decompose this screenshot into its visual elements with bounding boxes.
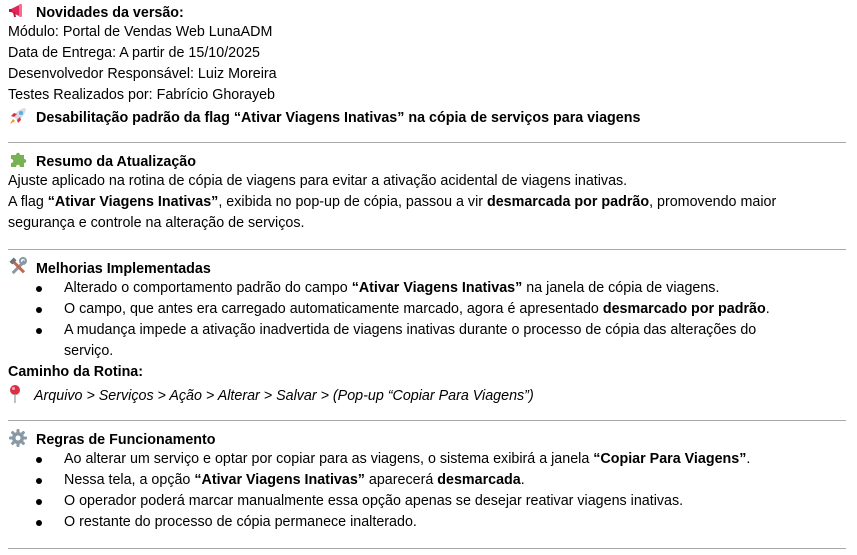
list-item-text (64, 299, 770, 320)
route-path-row (8, 384, 534, 405)
bullet (36, 307, 42, 313)
route-heading: Caminho da Rotina: (8, 364, 144, 380)
emphasis-text: desmarcado por padrão (602, 301, 766, 317)
section-divider (8, 249, 846, 250)
bullet (36, 478, 42, 484)
gear-icon (8, 428, 28, 448)
text-run: Alterado o comportamento padrão do campo (64, 280, 352, 296)
bullet (36, 520, 42, 526)
emphasis-text: desmarcada por padrão (486, 194, 650, 210)
text-run: Nessa tela, a opção (64, 472, 195, 488)
text-run: Ao alterar um serviço e optar por copiar para as viagens, o sistema exibirá a janela (64, 451, 594, 467)
flag-name: “Ativar Viagens Inativas” (194, 472, 365, 488)
summary-paragraph-line (8, 192, 776, 213)
list-item-text (64, 470, 525, 491)
bullet (36, 286, 42, 292)
list-item-text (64, 449, 750, 470)
summary-paragraph-line: segurança e controle na alteração de serviços. (8, 215, 305, 231)
rules-heading-row (8, 428, 216, 449)
summary-paragraph-line: Ajuste aplicado na rotina de cópia de viagens para evitar a ativação acidental de viagens inativas. (8, 173, 628, 189)
round-pushpin-icon (8, 384, 22, 404)
puzzle-piece-icon (8, 150, 28, 170)
delivery-date-line: Data de Entrega: A partir de 15/10/2025 (8, 45, 260, 61)
rules-heading: Regras de Funcionamento (36, 432, 216, 448)
emphasis-text: desmarcada (437, 472, 521, 488)
window-name: “Copiar Para Viagens” (593, 451, 747, 467)
section-divider (8, 142, 846, 143)
megaphone-icon (8, 1, 28, 21)
module-line: Módulo: Portal de Vendas Web LunaADM (8, 24, 273, 40)
text-run: , promovendo maior (649, 194, 777, 210)
summary-heading-row (8, 150, 196, 171)
list-item-text (64, 278, 719, 299)
section-divider (8, 420, 846, 421)
rocket-icon (8, 106, 28, 126)
text-run: O campo, que antes era carregado automaticamente marcado, agora é apresentado (64, 301, 603, 317)
text-run: . (746, 451, 751, 467)
bullet (36, 328, 42, 334)
flag-name: “Ativar Viagens Inativas” (351, 280, 523, 296)
list-item-text: O restante do processo de cópia permanece inalterado. (64, 514, 417, 530)
text-run: A flag (8, 194, 48, 210)
improvements-heading-row (8, 257, 211, 278)
list-item-text: O operador poderá marcar manualmente essa opção apenas se desejar reativar viagens inativas. (64, 493, 684, 509)
list-item-text: A mudança impede a ativação inadvertida de viagens inativas durante o processo de cópia das alterações do (64, 322, 757, 338)
summary-heading: Resumo da Atualização (36, 154, 196, 170)
route-path: Arquivo > Serviços > Ação > Alterar > Salvar > (Pop-up “Copiar Para Viagens”) (34, 388, 534, 404)
text-run: . (520, 472, 525, 488)
release-title: Novidades da versão: (36, 5, 184, 21)
improvements-heading: Melhorias Implementadas (36, 261, 211, 277)
list-item-text: serviço. (64, 343, 114, 359)
release-subtitle: Desabilitação padrão da flag “Ativar Viagens Inativas” na cópia de serviços para viagens (36, 110, 641, 126)
text-run: na janela de cópia de viagens. (522, 280, 720, 296)
hammer-wrench-icon (8, 257, 28, 277)
release-title-row (8, 1, 184, 22)
release-subtitle-row (8, 106, 640, 127)
bullet (36, 499, 42, 505)
text-run: aparecerá (364, 472, 438, 488)
developer-line: Desenvolvedor Responsável: Luiz Moreira (8, 66, 277, 82)
text-run: . (765, 301, 770, 317)
section-divider (8, 548, 846, 549)
flag-name: “Ativar Viagens Inativas” (47, 194, 219, 210)
bullet (36, 457, 42, 463)
testers-line: Testes Realizados por: Fabrício Ghorayeb (8, 87, 276, 103)
text-run: , exibida no pop-up de cópia, passou a vir (218, 194, 487, 210)
